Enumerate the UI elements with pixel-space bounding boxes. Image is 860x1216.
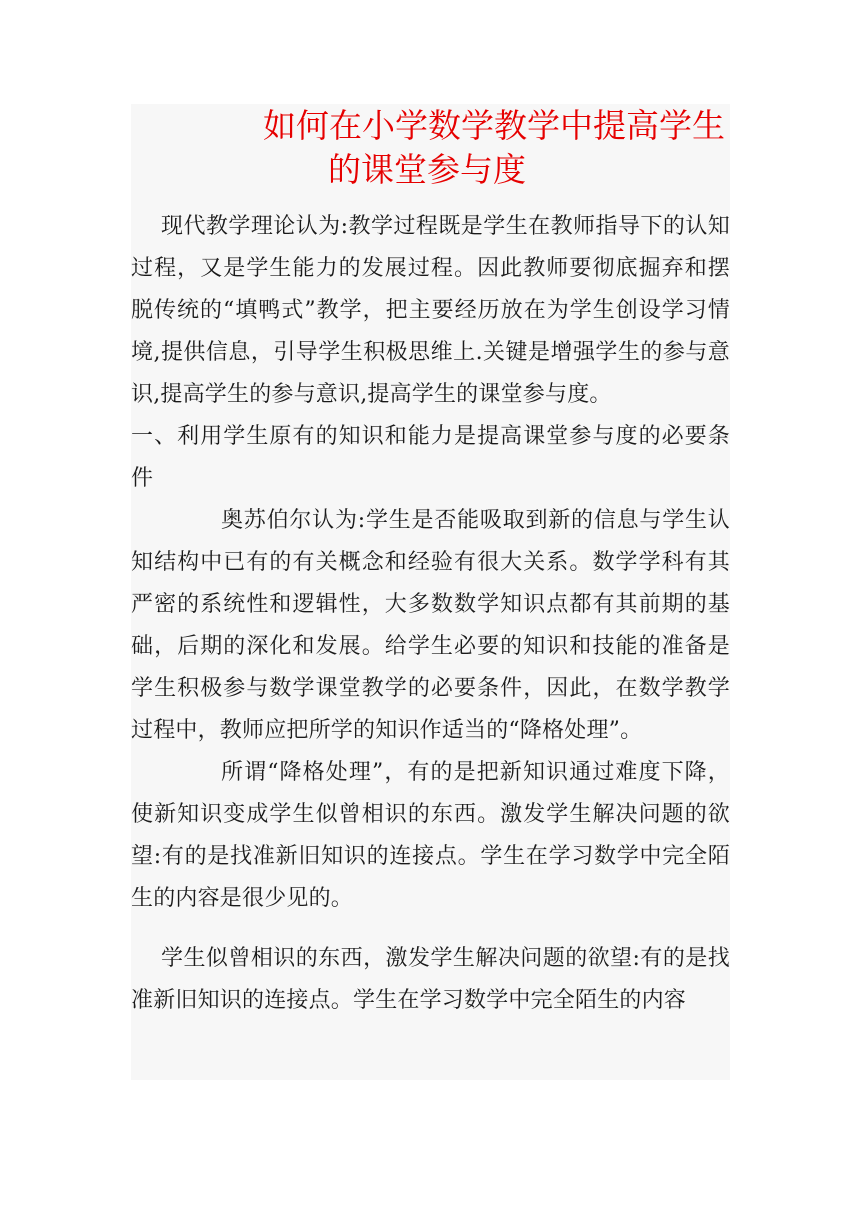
paragraph-ausubel: 奥苏伯尔认为:学生是否能吸取到新的信息与学生认知结构中已有的有关概念和经验有很大关系。数学学科有其严密的系统性和逻辑性，大多数数学知识点都有其前期的基础，后期的深化和发展。给学生必要的知识和技能的准备是学生积极参与数学课堂教学的必要条件，因此，在数学教学过程中，教师应把所学的知识作适当的“降格处理”。 [131, 508, 730, 743]
paragraph-downgrade: 所谓“降格处理”，有的是把新知识通过难度下降，使新知识变成学生似曾相识的东西。激发学生解决问题的欲望:有的是找准新旧知识的连接点。学生在学习数学中完全陌生的内容是很少见的。 [131, 760, 730, 911]
title-line-2: 的课堂参与度 [328, 150, 526, 189]
paragraph-intro: 现代教学理论认为:教学过程既是学生在教师指导下的认知过程，又是学生能力的发展过程。因此教师要彻底掘弃和摆脱传统的“填鸭式”教学，把主要经历放在为学生创设学习情境,提供信息，引导学生积极思维上.关键是增强学生的参与意识,提高学生的参与意识,提高学生的课堂参与度。 [131, 214, 730, 407]
document-title [131, 104, 730, 192]
text-area [131, 104, 730, 1080]
paragraph-continued: 学生似曾相识的东西，激发学生解决问题的欲望:有的是找准新旧知识的连接点。学生在学习数学中完全陌生的内容 [131, 946, 730, 1013]
section-heading-1: 一、利用学生原有的知识和能力是提高课堂参与度的必要条件 [131, 424, 730, 491]
title-line-1: 如何在小学数学教学中提高学生 [263, 106, 725, 145]
